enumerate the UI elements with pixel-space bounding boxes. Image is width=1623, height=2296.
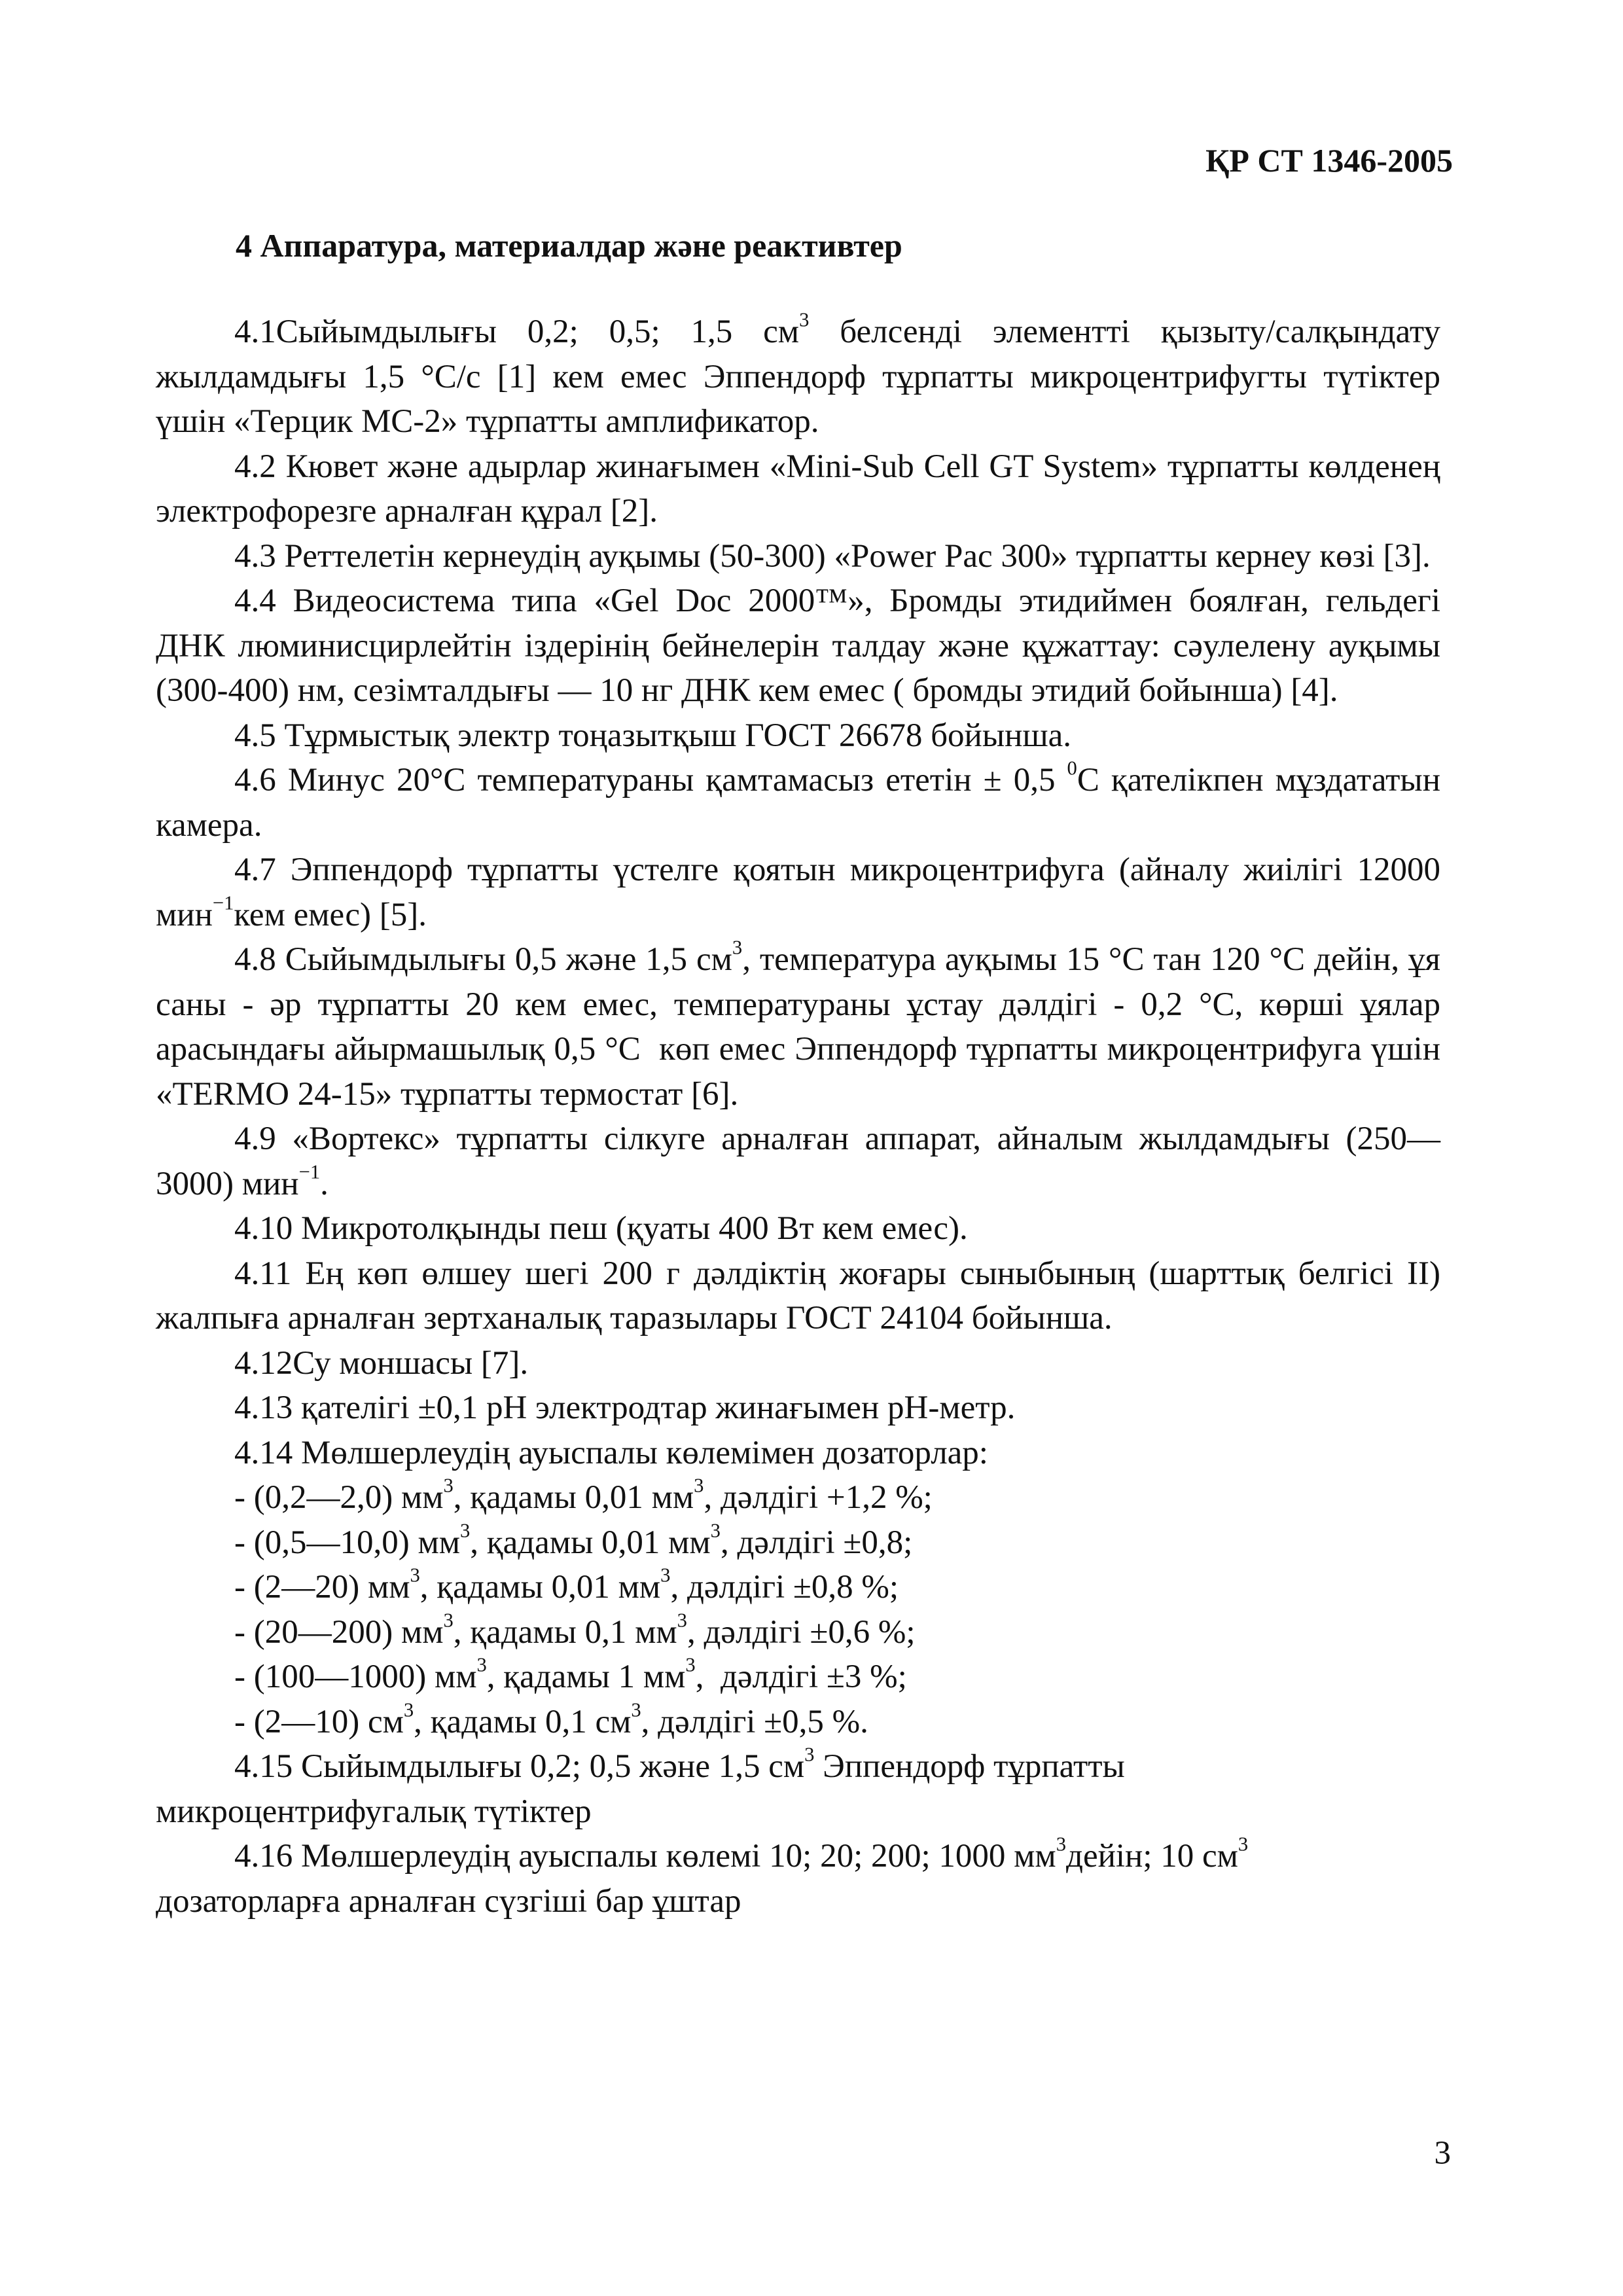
paragraph-4-6: 4.6 Минус 20°С температураны қамтамасыз ететін ± 0,5 $^0$С қателікпен мұздататын камера. [156, 757, 1449, 844]
paragraph-4-2: 4.2 Кювет және адырлар жинағымен «Mini-Sub Cell GT System» тұрпатты көлденең электрофорезге арналған құрал [2]. [156, 448, 1440, 529]
dispenser-list-item: - (100—1000) $мм^3$, қадамы 1 $мм^3$, дәлдігі ±3 %; [234, 1653, 907, 1695]
paragraph-4-11: 4.11 Ең көп өлшеу шегі 200 г дәлдіктің жоғары сыныбының (шарттық белгісі II) жалпыға арналған зертханалық таразылары ГОСТ 24104 бойынша. [156, 1255, 1440, 1336]
page-number: 3 [1434, 2135, 1451, 2172]
paragraph-4-10: 4.10 Микротолқынды пеш (қуаты 400 Вт кем емес). [234, 1210, 968, 1247]
paragraph-4-14: 4.14 Мөлшерлеудің ауыспалы көлемімен дозаторлар: [234, 1434, 988, 1471]
paragraph-4-16: 4.16 Мөлшерлеудің ауыспалы көлемі 10; 20; 200; 1000 $мм^3дейін$; 10 $см^3$ дозаторларға арналған сүзгіші бар ұштар [156, 1833, 1257, 1920]
paragraph-4-3: 4.3 Реттелетін кернеудің ауқымы (50-300) «Power Pac 300» тұрпатты кернеу көзі [3]. [234, 537, 1431, 575]
section-heading: 4 Аппаратура, материалдар және реактивтер [236, 227, 902, 264]
paragraph-4-9: 4.9 «Вортекс» тұрпатты сілкуге арналған аппарат, айналым жылдамдығы (250—3000) мин$^{-1}$. [156, 1121, 1440, 1202]
paragraph-4-5: 4.5 Тұрмыстық электр тоңазытқыш ГОСТ 26678 бойынша. [234, 717, 1072, 754]
paragraph-4-1: 4.1Сыйымдылығы 0,2; 0,5; 1,5 $см^3$ белсенді элементті қызыту/салқындату жылдамдығы 1,5 °С/с [1] кем емес Эппендорф тұрпатты микроцентрифугты түтіктер үшін «Терцик МС-2» тұрпатты амплификатор. [156, 308, 1449, 440]
paragraph-4-15: 4.15 Сыйымдылығы 0,2; 0,5 және 1,5 $см^3$ Эппендорф тұрпатты микроцентрифугалық түтіктер [156, 1743, 1133, 1830]
document-code-header: ҚР СТ 1346-2005 [1205, 142, 1453, 179]
paragraph-4-4: 4.4 Видеосистема типа «Gel Doc 2000™», Бромды этидиймен боялған, гельдегі ДНК люминисцирлейтін іздерінің бейнелерін талдау және құжаттау: сәулелену ауқымы (300-400) нм, сезімталдығы — 10 нг ДНК кем емес ( бромды этидий бойынша) [4]. [156, 583, 1440, 709]
paragraph-4-7: 4.7 Эппендорф тұрпатты үстелге қоятын микроцентрифуга (айналу жиілігі 12000 мин$^{-1}$кем емес) [5]. [156, 852, 1449, 933]
dispenser-list-item: - (0,2—2,0) $мм^3$, қадамы 0,01 $мм^3$, дәлдігі +1,2 %; [234, 1474, 933, 1516]
paragraph-4-12: 4.12Су моншасы [7]. [234, 1344, 529, 1382]
paragraph-4-8: 4.8 Сыйымдылығы 0,5 және 1,5 $см^3$, температура ауқымы 15 °С тан 120 °С дейін, ұя саны - әр тұрпатты 20 кем емес, температураны ұстау дәлдігі - 0,2 °С, көрші ұялар арасындағы айырмашылық 0,5 °С көп емес Эппендорф тұрпатты микроцентрифуга үшін «TERMO 24-15» тұрпатты термостат [6]. [156, 936, 1449, 1113]
dispenser-list-item: - (2—20) $мм^3$, қадамы 0,01 $мм^3$, дәлдігі ±0,8 %; [234, 1564, 899, 1605]
dispenser-list-item: - (20—200) $мм^3$, қадамы 0,1 $мм^3$, дәлдігі ±0,6 %; [234, 1609, 916, 1651]
section-body [156, 308, 1449, 1924]
dispenser-list-item: - (0,5—10,0) $мм^3$, қадамы 0,01 $мм^3$, дәлдігі ±0,8; [234, 1519, 913, 1561]
dispenser-list-item: - (2—10) $см^3$, қадамы 0,1 $см^3$, дәлдігі ±0,5 %. [234, 1698, 868, 1740]
paragraph-4-13: 4.13 қателігі ±0,1 рН электродтар жинағымен рН-метр. [234, 1390, 1016, 1426]
